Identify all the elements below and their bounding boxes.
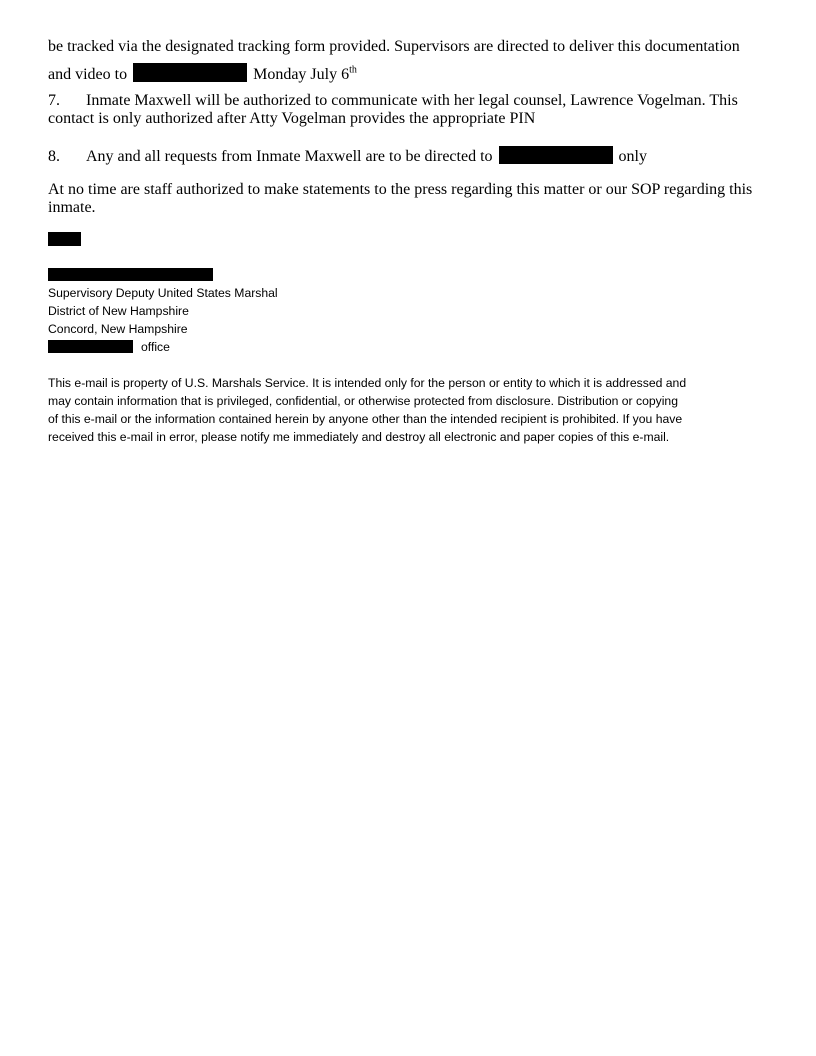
signature-district: District of New Hampshire: [48, 304, 189, 318]
redaction-box: [133, 63, 247, 82]
item7-line1: [48, 92, 738, 110]
para6-line2-pre: and video to: [48, 66, 128, 83]
redacted-phone: [48, 340, 133, 353]
signature-title: Supervisory Deputy United States Marshal: [48, 286, 278, 300]
para6-line1: be tracked via the designated tracking form provided. Supervisors are directed to deliver this documentation: [48, 38, 740, 55]
signature-phone: [48, 338, 170, 356]
item7-number: 7.: [48, 92, 60, 109]
item7-line2: contact is only authorized after Atty Vogelman provides the appropriate PIN: [48, 110, 536, 127]
item8-post: only: [618, 148, 647, 165]
disclaimer-line: of this e-mail or the information contained herein by anyone other than the intended recipient is prohibited. If you have: [48, 412, 683, 426]
item8-pre: Any and all requests from Inmate Maxwell are to be directed to: [86, 148, 493, 165]
redaction-box: [48, 232, 81, 246]
redacted-name: [48, 268, 213, 281]
redaction-box: [499, 146, 613, 164]
item8-number: 8.: [48, 148, 60, 165]
para6-line2-post: Monday July 6: [253, 66, 350, 83]
disclaimer-line: may contain information that is privileged, confidential, or otherwise protected from disclosure. Distribution or copying: [48, 394, 678, 408]
closing-line2: inmate.: [48, 199, 96, 216]
item8-line: [48, 146, 647, 166]
phone-suffix: office: [141, 340, 170, 354]
item7-text: Inmate Maxwell will be authorized to communicate with her legal counsel, Lawrence Vogelman. This: [86, 92, 738, 109]
signature-location: Concord, New Hampshire: [48, 322, 188, 336]
disclaimer-line: This e-mail is property of U.S. Marshals Service. It is intended only for the person or entity to which it is addressed and: [48, 376, 687, 390]
ordinal-suffix: th: [349, 64, 357, 76]
closing-line1: At no time are staff authorized to make statements to the press regarding this matter or our SOP regarding this: [48, 181, 753, 198]
para6-line2: [48, 63, 357, 84]
disclaimer-line: received this e-mail in error, please notify me immediately and destroy all electronic and paper copies of this e-mail.: [48, 430, 670, 444]
